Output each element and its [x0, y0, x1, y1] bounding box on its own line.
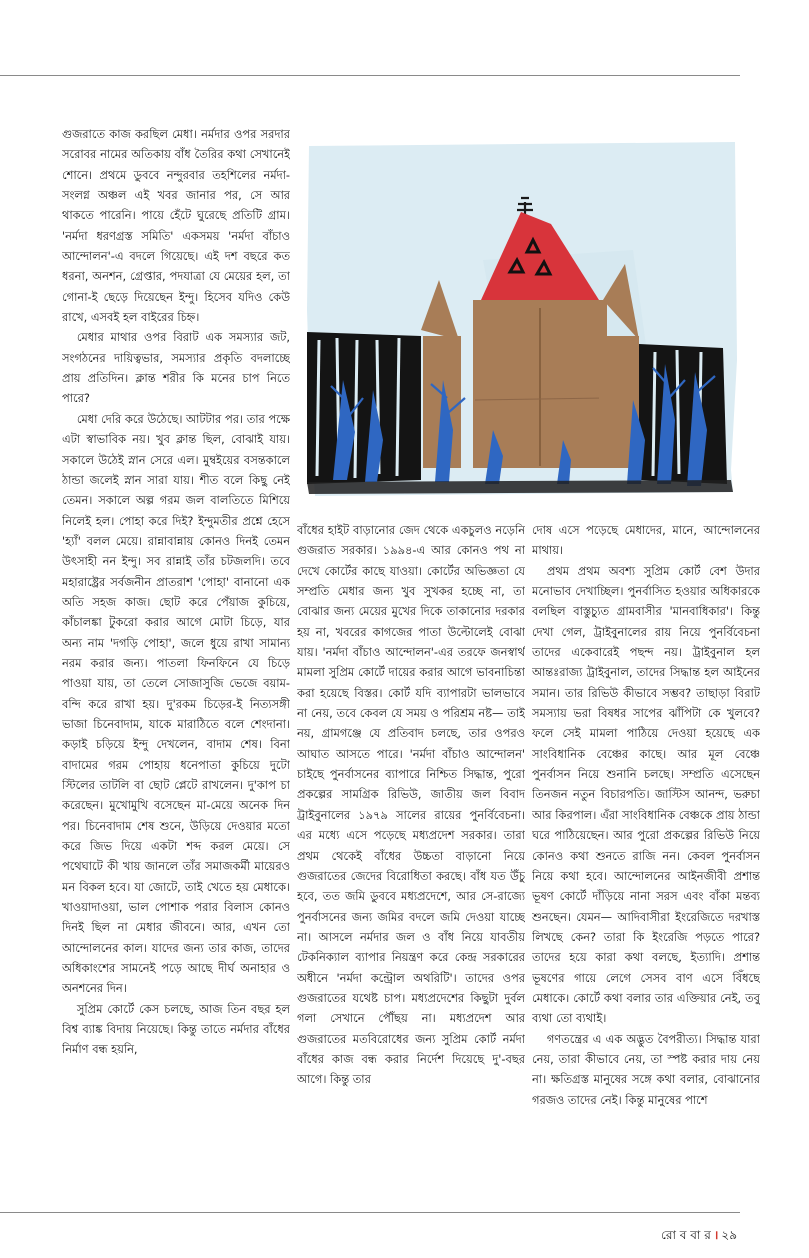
paragraph: প্রথম প্রথম অবশ্য সুপ্রিম কোর্ট বেশ উদার মনোভাব দেখাচ্ছিল। পুনর্বাসিত হওয়ার অধিকারকে বলছিল বাস্তুচ্যুত গ্রামবাসীর 'মানবাধিকার'। কিন্তু দেখা গেল, ট্রাইবুনালের রায় নিয়ে পুনর্বিবেচনা তাদের একেবারেই পছন্দ নয়। ট্রাইবুনাল হল আন্তঃরাজ্য ট্রাইবুনাল, তাদের সিদ্ধান্ত হল আইনের সমান। তার রিভিউ কীভাবে সম্ভব? তাছাড়া বিরাট সমস্যায় ভরা বিষধর সাপের ঝাঁপিটা কে খুলবে? ফলে সেই মামলা পাঠিয়ে দেওয়া হয়েছে এক সাংবিধানিক বেঞ্চের কাছে। আর মূল বেঞ্চে পুনর্বাসন নিয়ে শুনানি চলছে। সম্প্রতি এসেছেন তিনজন নতুন বিচারপতি। জাস্টিস আনন্দ, ভরুচা আর কিরপাল। এঁরা সাংবিধানিক বেঞ্চকে প্রায় ঠান্ডা ঘরে পাঠিয়েছেন। আর পুরো প্রকল্পের রিভিউ নিয়ে কোনও কথা শুনতে রাজি নন। কেবল পুনর্বাসন নিয়ে কথা হবে। আন্দোলনের আইনজীবী প্রশান্ত ভূষণ কোর্টে দাঁড়িয়ে নানা সরস এবং বাঁকা মন্তব্য শুনছেন। যেমন— আদিবাসীরা ইংরেজিতে দরখাস্ত লিখছে কেন? তারা কি ইংরেজি পড়তে পারে? তাদের হয়ে কারা কথা বলছে, ইত্যাদি। প্রশান্ত ভূষণের গায়ে লেগে সেসব বাণ এসে বিঁধছে মেধাকে। কোর্টে কথা বলার তার এক্তিয়ার নেই, তবু ব্যথা তো ব্যথাই।: [532, 563, 760, 1026]
building-illustration: [303, 140, 738, 502]
paragraph: দোষ এসে পড়েছে মেধাদের, মানে, আন্দোলনের মাথায়।: [532, 523, 760, 558]
paragraph: মেধার মাথার ওপর বিরাট এক সমস্যার জট, সংগঠনের দায়িত্বভার, সমস্যার প্রকৃতি বদলাচ্ছে প্রায় প্রতিদিন। ক্লান্ত শরীর কি মনের চাপ নিতে পারে?: [62, 330, 290, 406]
header-rule: [0, 75, 740, 76]
footer-rule: [0, 1212, 740, 1213]
paragraph: গণতন্ত্রের এ এক অদ্ভুত বৈপরীত্য। সিদ্ধান্ত যারা নেয়, তারা কীভাবে নেয়, তা স্পষ্ট করার দায় নেয় না। ক্ষতিগ্রস্ত মানুষের সঙ্গে কথা বলার, বোঝানোর গরজও তাদের নেই। কিন্তু মানুষের পাশে: [532, 1031, 760, 1107]
page-footer: [661, 1226, 737, 1247]
paragraph: সুপ্রিম কোর্টে কেস চলছে, আজ তিন বছর হল বিশ্ব ব্যাঙ্ক বিদায় নিয়েছে। কিন্তু তাতে নর্মদার বাঁধের নির্মাণ বন্ধ হয়নি,: [62, 1001, 290, 1057]
text-column-1: [62, 124, 290, 1212]
paragraph: গুজরাতে কাজ করছিল মেধা। নর্মদার ওপর সরদার সরোবর নামের অতিকায় বাঁধ তৈরির কথা সেখানেই শোনে। প্রথমে ডুববে নন্দুরবার তহশিলের নর্মদা-সংলগ্ন অঞ্চল এই খবর জানার পর, সে আর থাকতে পারেনি। পায়ে হেঁটে ঘুরেছে প্রতিটি গ্রাম। 'নর্মদা ধরণগ্রস্ত সমিতি' একসময় 'নর্মদা বাঁচাও আন্দোলন'-এ বদলে গিয়েছে। এই দশ বছরে কত ধরনা, অনশন, গ্রেপ্তার, পদযাত্রা যে মেয়ের হল, তা গোনা-ই ছেড়ে দিয়েছেন ইন্দু। হিসেব যদিও কেউ রাখে, এসবই হল বাইরের চিহ্ন।: [62, 127, 290, 325]
paragraph: মেধা দেরি করে উঠেছে। আটটার পর। তার পক্ষে এটা স্বাভাবিক নয়। খুব ক্লান্ত ছিল, বোঝাই যায়। সকালে উঠেই স্নান সেরে এল। মুম্বইয়ের বসন্তকালে ঠান্ডা জলেই স্নান সারা যায়। শীত বলে কিছু নেই তেমন। সকালে অল্প গরম জল বালতিতে মিশিয়ে নিলেই হল। পোহা করে দিই? ইন্দুমতীর প্রশ্নে হেসে 'হ্যাঁ' বলল মেয়ে। রান্নাবান্নায় কোনও দিনই তেমন উৎসাহী নন ইন্দু। সব রান্নাই তাঁর চটজলদি। তবে মহারাষ্ট্রের সর্বজনীন প্রাতরাশ 'পোহা' বানানো এক অতি সহজ কাজ। ছোট করে পেঁয়াজ কুচিয়ে, কাঁচালঙ্কা টুকরো করার আগে মোটা চিড়ে, যার অন্য নাম 'দগড়ি পোহা', জলে ধুয়ে রাখা সামান্য নরম করার জন্য। পাতলা ফিনফিনে যে চিড়ে পাওয়া যায়, তা তেলে সোজাসুজি ভেজে বয়াম-বন্দি করে রাখা হয়। দু'রকম চিড়ের-ই নিত্যসঙ্গী ভাজা চিনেবাদাম, যাকে মারাঠিতে বলে শেংদানা। কড়াই চড়িয়ে ইন্দু দেখলেন, বাদাম শেষ। বিনা বাদামের গরম পোহায় ধনেপাতা কুচিয়ে দুটো স্টিলের তাটলি বা ছোট প্লেটে রাখলেন। দু'কাপ চা করেছেন। মুখোমুখি বসেছেন মা-মেয়ে অনেক দিন পর। চিনেবাদাম শেষ শুনে, উড়িয়ে দেওয়ার মতো করে জিভ দিয়ে একটা শব্দ করল মেয়ে। সে পথেঘাটে কী খায় জানলে তাঁর সমাজকর্মী মায়েরও মন বিকল হবে। যা জোটে, তাই খেতে হয় মেধাকে। খাওয়াদাওয়া, ভাল পোশাক পরার বিলাস কোনও দিনই ছিল না মেধার জীবনে। আর, এখন তো আন্দোলনের কাল। যাদের জন্য তার কাজ, তাদের অধিকাংশের সামনেই পড়ে আছে দীর্ঘ অনাহার ও অনশনের দিন।: [62, 411, 290, 996]
text-column-3: [532, 520, 760, 1212]
paragraph: বাঁধের হাইট বাড়ানোর জেদ থেকে একচুলও নড়েনি গুজরাত সরকার। ১৯৯৪-এ আর কোনও পথ না দেখে কোর্টের কাছে যাওয়া। কোর্টের অভিজ্ঞতা যে সম্প্রতি মেধার জন্য খুব সুখকর হচ্ছে না, তা বোঝার জন্য মেয়ের মুখের দিকে তাকানোর দরকার হয় না, খবরের কাগজের পাতা উল্টোলেই বোঝা যায়। 'নর্মদা বাঁচাও আন্দোলন'-এর তরফে জনস্বার্থ মামলা সুপ্রিম কোর্টে দায়ের করার আগে ভাবনাচিন্তা করা হয়েছে বিস্তর। কোর্ট যদি ব্যাপারটা ভালভাবে না নেয়, তবে কেবল যে সময় ও পরিশ্রম নষ্ট— তাই নয়, গ্রামগঞ্জে যে প্রতিবাদ চলছে, তার ওপরও আঘাত আসতে পারে। 'নর্মদা বাঁচাও আন্দোলন' চাইছে পুনর্বাসনের ব্যাপারে নিশ্চিত সিদ্ধান্ত, পুরো প্রকল্পের সামগ্রিক রিভিউ, জাতীয় জল বিবাদ ট্রাইবুনালের ১৯৭৯ সালের রায়ের পুনর্বিবেচনা। এর মধ্যে এসে পড়েছে মধ্যপ্রদেশ সরকার। তারা প্রথম থেকেই বাঁধের উচ্চতা বাড়ানো নিয়ে গুজরাতের জেদের বিরোধিতা করছে। বাঁধ যত উঁচু হবে, তত জমি ডুববে মধ্যপ্রদেশে, আর সে-রাজ্যে পুনর্বাসনের জন্য জমির বদলে জমি দেওয়া যাচ্ছে না। আসলে নর্মদার জল ও বাঁধ নিয়ে যাবতীয় টেকনিক্যাল ব্যাপার নিয়ন্ত্রণ করে কেন্দ্র সরকারের অধীনে 'নর্মদা কন্ট্রোল অথরিটি'। তাদের ওপর গুজরাতের যথেষ্ট চাপ। মধ্যপ্রদেশের কিছুটা দুর্বল গলা সেখানে পৌঁছয় না। মধ্যপ্রদেশ আর গুজরাতের মতবিরোধের জন্য সুপ্রিম কোর্ট নর্মদা বাঁধের কাজ বন্ধ করার নির্দেশ দিয়েছে দু'-বছর আগে। কিন্তু তার: [297, 523, 525, 1087]
text-column-2: [297, 520, 525, 1212]
page-number: ২৯: [721, 1228, 737, 1242]
magazine-name: রো ব বা র: [661, 1228, 711, 1242]
footer-separator: ।: [713, 1228, 719, 1242]
